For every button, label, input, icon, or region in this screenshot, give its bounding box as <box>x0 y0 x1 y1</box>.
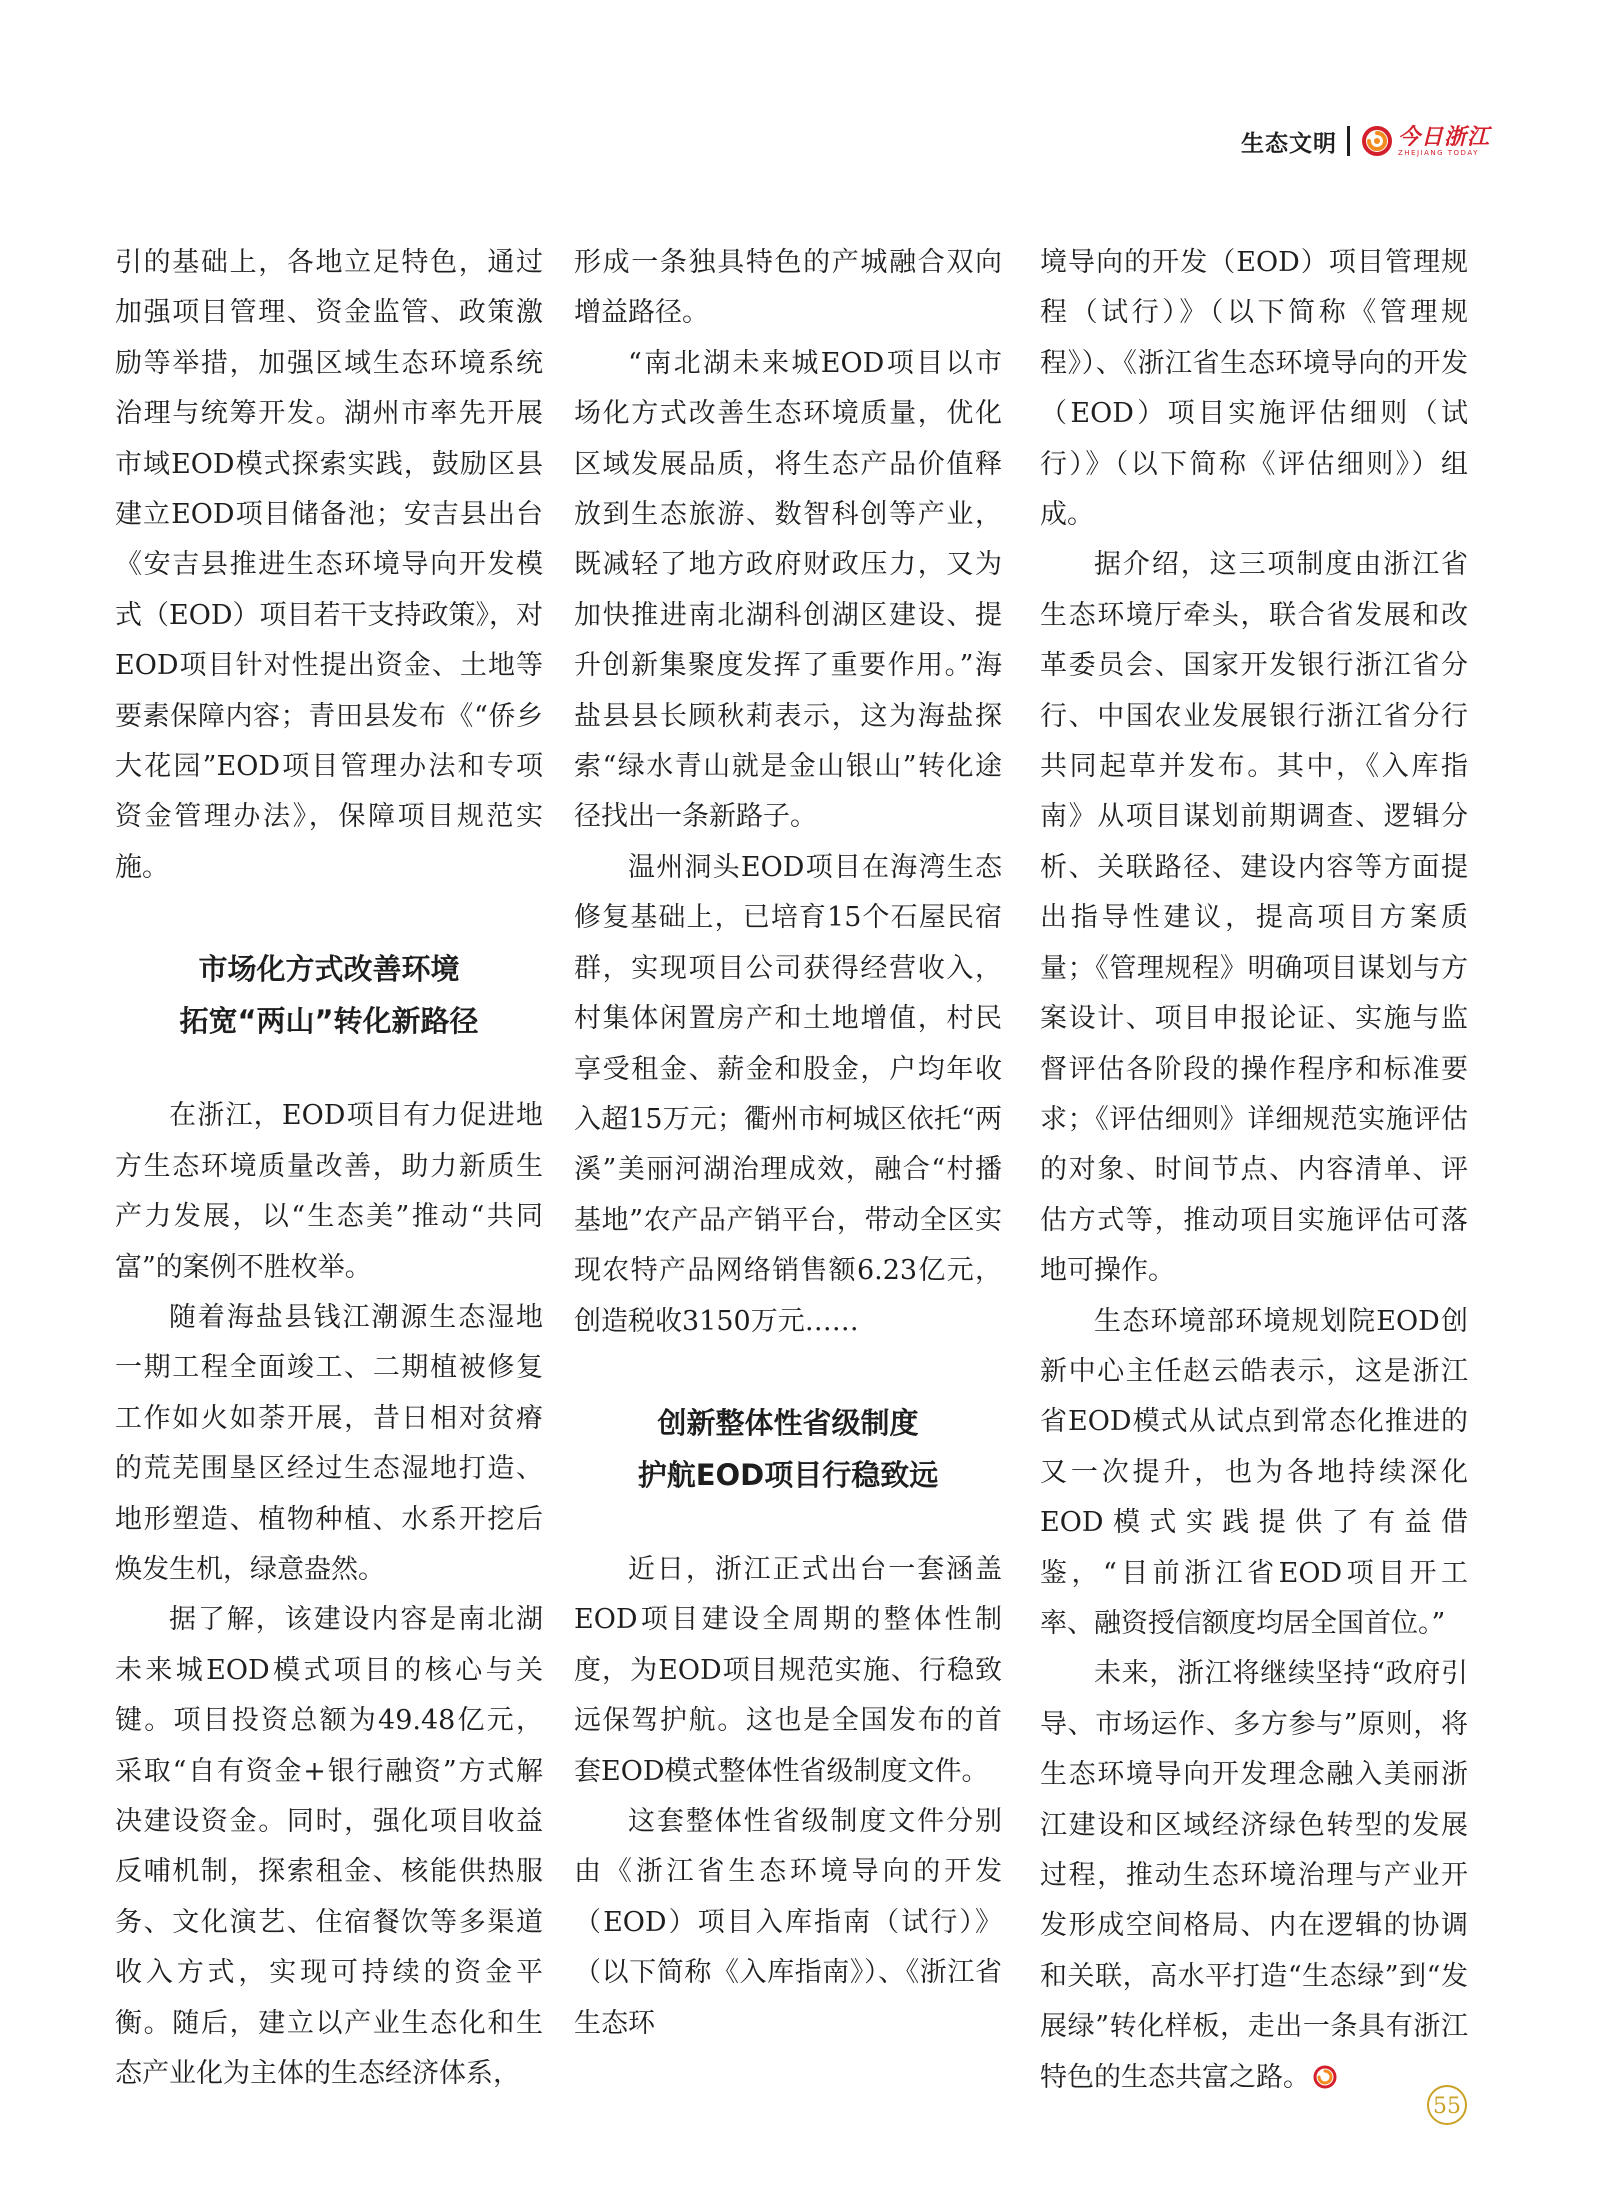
page-header <box>1241 118 1490 164</box>
paragraph: 在浙江，EOD项目有力促进地方生态环境质量改善，助力新质生产力发展，以“生态美”推动“共同富”的案例不胜枚举。 <box>115 1100 543 1283</box>
paragraph: 生态环境部环境规划院EOD创新中心主任赵云皓表示，这是浙江省EOD模式从试点到常态化推进的又一次提升，也为各地持续深化EOD模式实践提供了有益借鉴，“目前浙江省EOD项目开工率、融资授信额度均居全国首位。” <box>1040 1305 1468 1639</box>
end-mark-icon <box>1312 2064 1338 2090</box>
column-2 <box>574 238 1002 2049</box>
section-heading-line2: 护航EOD项目行稳致远 <box>637 1457 939 1492</box>
logo-cn-text: 今日浙江 <box>1397 123 1490 150</box>
section-heading-line1: 创新整体性省级制度 <box>657 1405 919 1440</box>
paragraph: 据介绍，这三项制度由浙江省生态环境厅牵头，联合省发展和改革委员会、国家开发银行浙江省分行、中国农业发展银行浙江省分行共同起草并发布。其中，《入库指南》从项目谋划前期调查、逻辑分析、关联路径、建设内容等方面提出指导性建议，提高项目方案质量；《管理规程》明确项目谋划与方案设计、项目申报论证、实施与监督评估各阶段的操作程序和标准要求；《评估细则》详细规范实施评估的对象、时间节点、内容清单、评估方式等，推动项目实施评估可落地可操作。 <box>1040 549 1468 1287</box>
page-number: 55 <box>1433 2094 1461 2119</box>
page-number-badge <box>1425 2083 1469 2127</box>
paragraph: 近日，浙江正式出台一套涵盖EOD项目建设全周期的整体性制度，为EOD项目规范实施、行稳致远保驾护航。这也是全国发布的首套EOD模式整体性省级制度文件。 <box>574 1553 1002 1787</box>
section-heading-line2: 拓宽“两山”转化新路径 <box>179 1004 479 1039</box>
paragraph: 形成一条独具特色的产城融合双向增益路径。 <box>574 247 1002 329</box>
paragraph-text: 未来，浙江将继续坚持“政府引导、市场运作、多方参与”原则，将生态环境导向开发理念融入美丽浙江建设和区域经济绿色转型的发展过程，推动生态环境治理与产业开发形成空间格局、内在逻辑的协调和关联，高水平打造“生态绿”到“发展绿”转化样板，走出一条具有浙江特色的生态共富之路。 <box>1040 1658 1468 2093</box>
paragraph: 这套整体性省级制度文件分别由《浙江省生态环境导向的开发（EOD）项目入库指南（试行）》（以下简称《入库指南》）、《浙江省生态环 <box>574 1805 1002 2039</box>
logo-en-text: ZHEJIANG TODAY <box>1397 148 1479 157</box>
paragraph: 引的基础上，各地立足特色，通过加强项目管理、资金监管、政策激励等举措，加强区域生态环境系统治理与统筹开发。湖州市率先开展市域EOD模式探索实践，鼓励区县建立EOD项目储备池；安吉县出台《安吉县推进生态环境导向开发模式（EOD）项目若干支持政策》，对EOD项目针对性提出资金、土地等要素保障内容；青田县发布《“侨乡大花园”EOD项目管理办法和专项资金管理办法》，保障项目规范实施。 <box>115 247 543 883</box>
paragraph: 随着海盐县钱江潮源生态湿地一期工程全面竣工、二期植被修复工作如火如荼开展，昔日相对贫瘠的荒芜围垦区经过生态湿地打造、地形塑造、植物种植、水系开挖后焕发生机，绿意盎然。 <box>115 1301 543 1585</box>
zhejiang-today-logo <box>1360 124 1490 158</box>
section-heading-line1: 市场化方式改善环境 <box>198 952 460 987</box>
swirl-logo-icon <box>1360 124 1394 158</box>
column-1 <box>115 238 543 2099</box>
paragraph: 境导向的开发（EOD）项目管理规程（试行）》（以下简称《管理规程》）、《浙江省生态环境导向的开发（EOD）项目实施评估细则（试行）》（以下简称《评估细则》）组成。 <box>1040 247 1468 531</box>
column-3 <box>1040 238 1468 2103</box>
section-tag: 生态文明 <box>1240 130 1337 157</box>
paragraph: 据了解，该建设内容是南北湖未来城EOD模式项目的核心与关键。项目投资总额为49.48亿元，采取“自有资金+银行融资”方式解决建设资金。同时，强化项目收益反哺机制，探索租金、核能供热服务、文化演艺、住宿餐饮等多渠道收入方式，实现可持续的资金平衡。随后，建立以产业生态化和生态产业化为主体的生态经济体系， <box>115 1604 543 2089</box>
header-divider <box>1347 126 1350 156</box>
paragraph <box>1040 1649 1468 2103</box>
paragraph: 温州洞头EOD项目在海湾生态修复基础上，已培育15个石屋民宿群，实现项目公司获得经营收入，村集体闲置房产和土地增值，村民享受租金、薪金和股金，户均年收入超15万元；衢州市柯城区依托“两溪”美丽河湖治理成效，融合“村播基地”农产品产销平台，带动全区实现农特产品网络销售额6.23亿元，创造税收3150万元…… <box>574 851 1002 1337</box>
paragraph: “南北湖未来城EOD项目以市场化方式改善生态环境质量，优化区域发展品质，将生态产品价值释放到生态旅游、数智科创等产业，既减轻了地方政府财政压力，又为加快推进南北湖科创湖区建设、提升创新集聚度发挥了重要作用。”海盐县县长顾秋莉表示，这为海盐探索“绿水青山就是金山银山”转化途径找出一条新路子。 <box>574 347 1002 833</box>
